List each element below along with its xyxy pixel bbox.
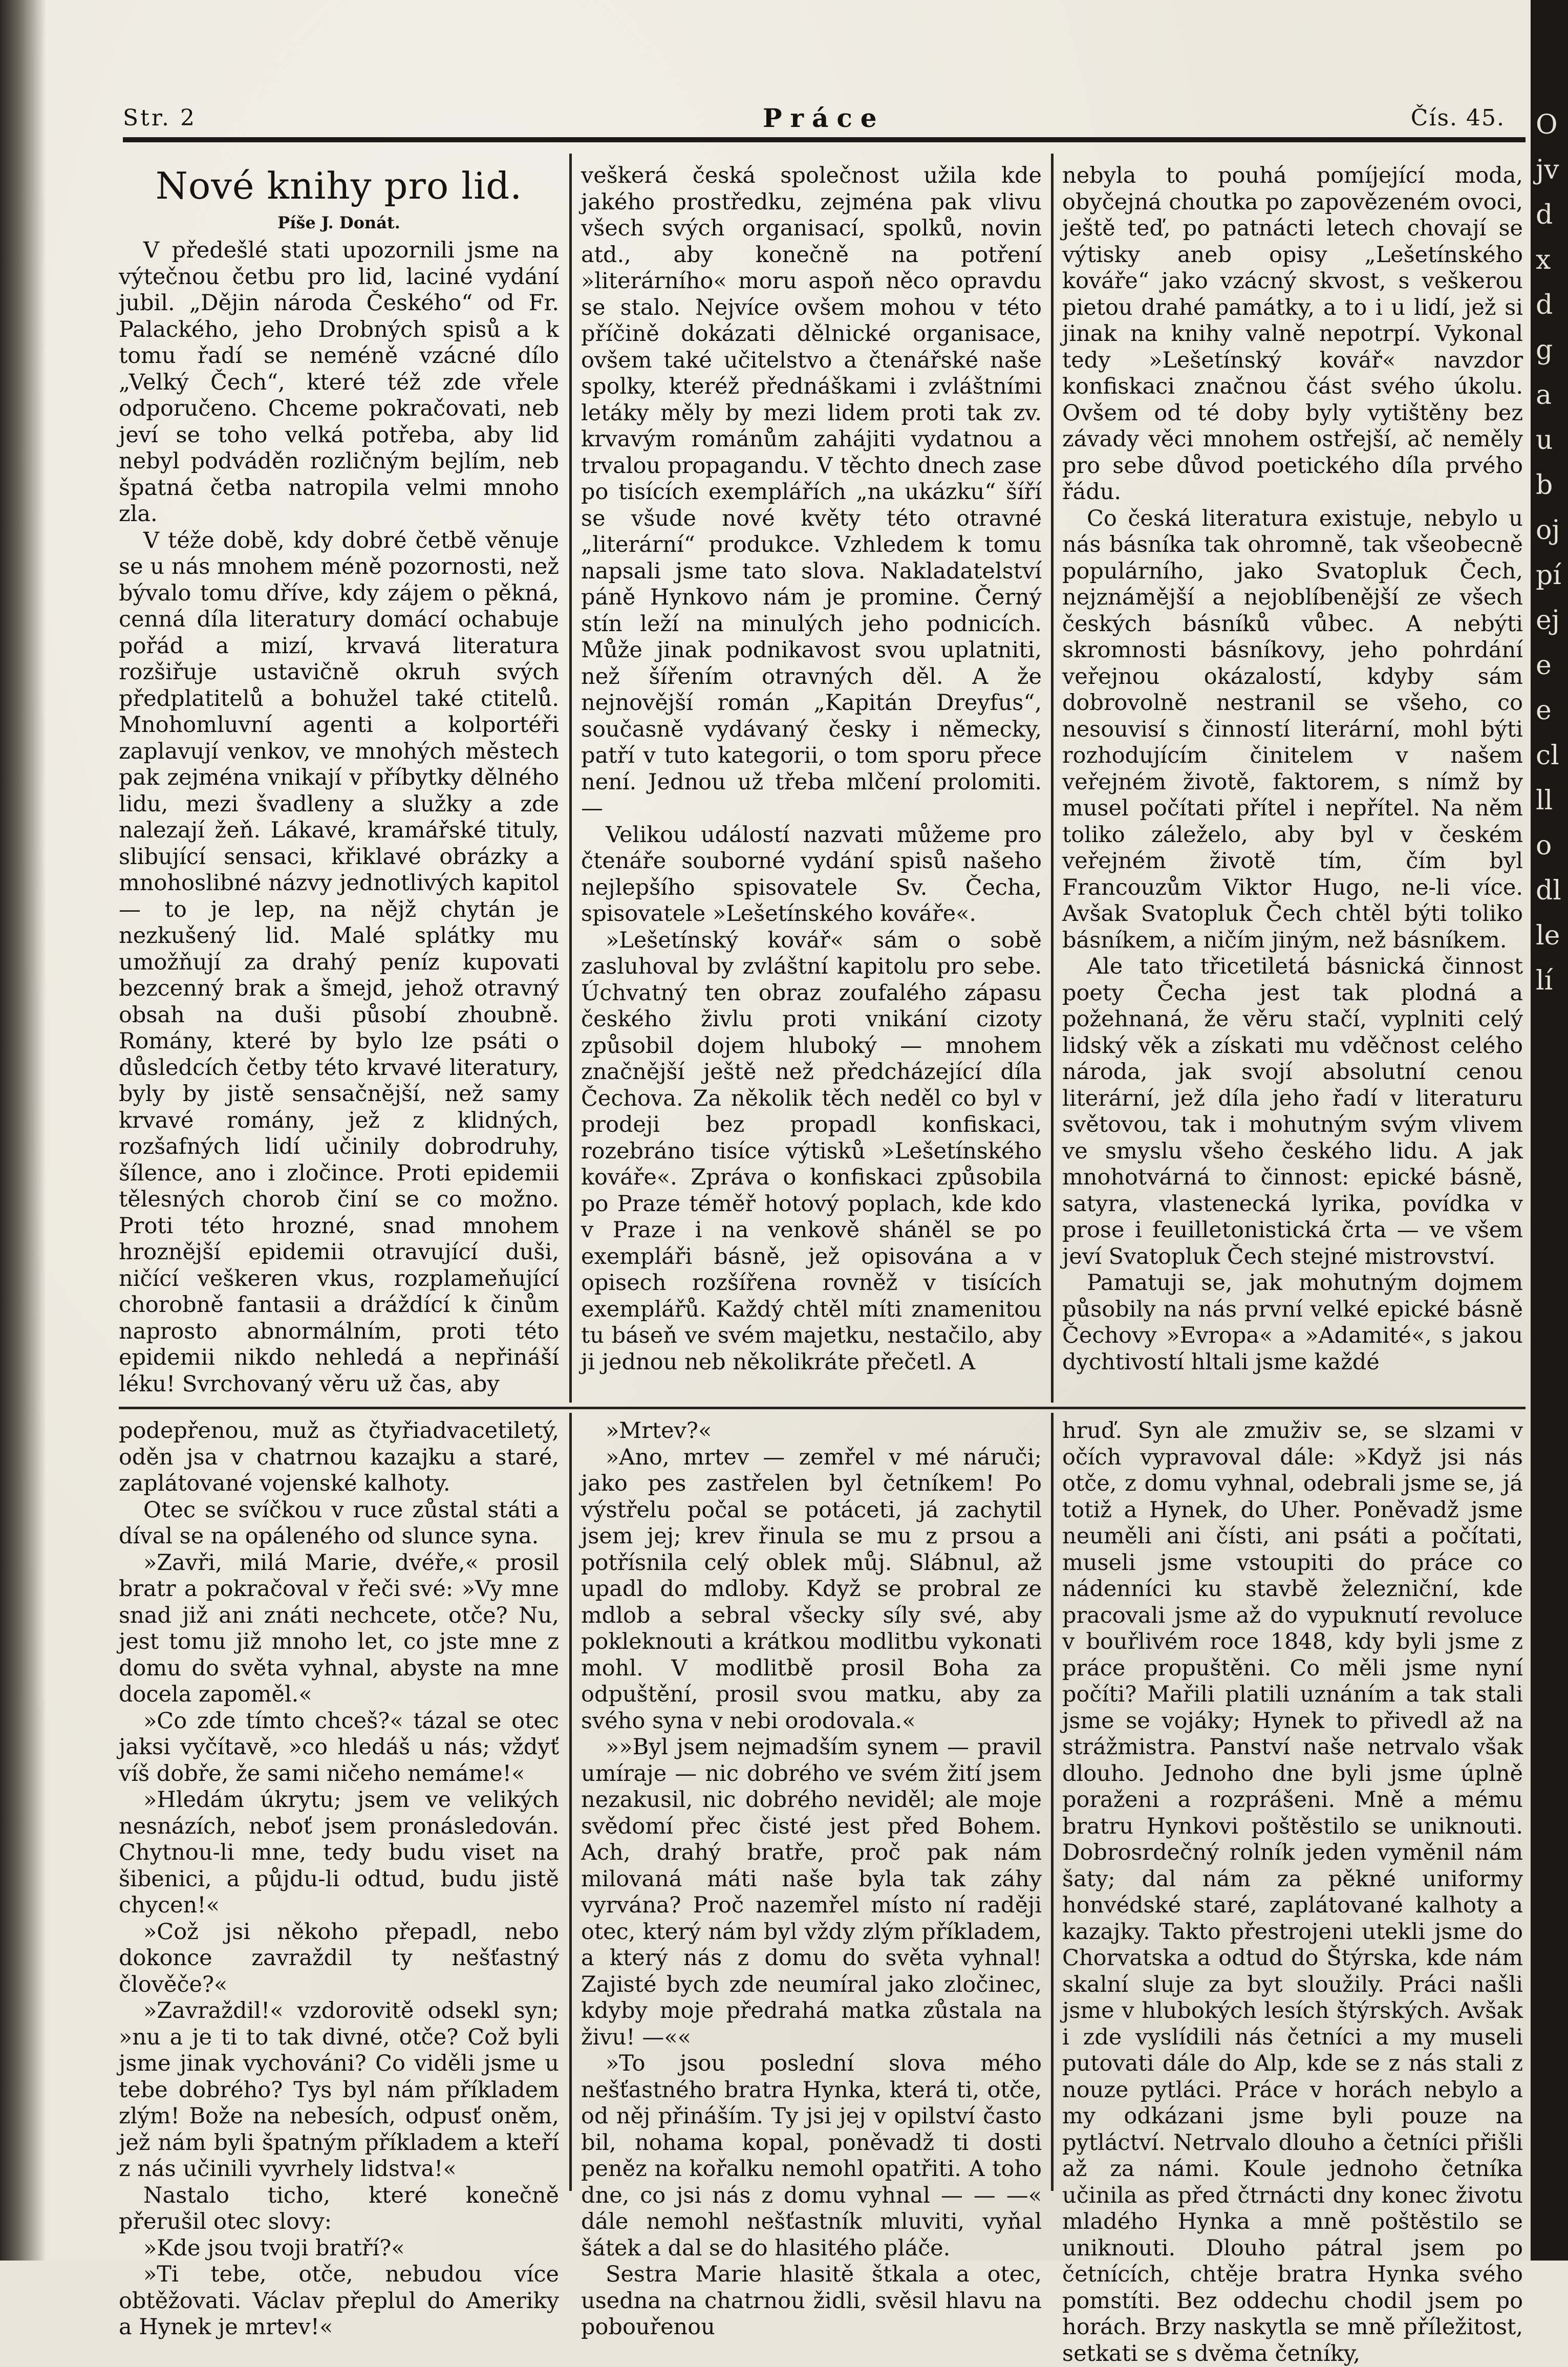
newspaper-title: Práce bbox=[763, 103, 885, 133]
article-paragraph: veškerá česká společnost užila kde jakého prostředku, zejména pak vlivu všech svých organisací, spolků, novin atd., aby konečně na potření »literárního« moru aspoň něco opravdu se stalo. Nejvíce ovšem mohou v této příčině dokázati dělnické organisace, ovšem také učitelstvo a čtenářské naše spolky, kteréž přednáškami i zvláštními letáky měly by mezi lidem proti tak zv. krvavým románům zahájiti vydatnou a trvalou propagandu. V těchto dnech zase po tisících exemplářích „na ukázku“ šíří se všude nové květy této otravné „literární“ produkce. Vzhledem k tomu napsali jsme tato slova. Nakladatelství páně Hynkovo nám je promine. Černý stín leží na minulých jeho podnicích. Může jinak podnikavost svou uplatniti, než šířením otravných děl. A že nejnovější román „Kapitán Dreyfus“, současně vydávaný česky i německy, patří v tuto kategorii, o tom sporu přece není. Jednou už třeba mlčení prolomiti. — bbox=[581, 163, 1042, 821]
page-header bbox=[123, 105, 1526, 141]
story-paragraph: »Ano, mrtev — zemřel v mé náruči; jako pes zastřelen byl četníkem! Po výstřelu počal se potáceti, já zachytil jsem jej; krev řinula se mu z prsou a potřísnila celý oblek můj. Slábnul, až upadl do mdloby. Když se probral ze mdlob a sebral všecky síly své, aby pokleknouti a krátkou modlitbu vykonati mohl. V modlitbě prosil Boha za odpuštění, prosil svou matku, aby za svého syna v nebi orodovala.« bbox=[581, 1444, 1042, 1734]
column-divider bbox=[1051, 1413, 1054, 2191]
feuilleton-column-3 bbox=[1062, 1418, 1523, 2367]
column-divider bbox=[569, 1413, 572, 2191]
feuilleton-column-1 bbox=[119, 1418, 559, 2341]
story-paragraph: »To jsou poslední slova mého nešťastného bratra Hynka, která ti, otče, od něj přináším. Ty jsi jej v opilství často bil, nohama kopal, poněvadž ti dosti peněz na kořalku nemohl opatřiti. A toho dne, co jsi nás z domu vyhnal — — —« dále nemohl nešťastník mluviti, vyňal šátek a dal se do hlasitého pláče. bbox=[581, 2051, 1042, 2261]
feuilleton-column-2 bbox=[581, 1418, 1042, 2341]
story-paragraph: hruď. Syn ale zmuživ se, se slzami v očích vypravoval dále: »Když jsi nás otče, z domu vyhnal, odebrali jsme se, já totiž a Hynek, do Uher. Poněvadž jsme neuměli ani čísti, ani psáti a počítati, museli jsme vstoupiti do práce co nádenníci ku stavbě železniční, kde pracovali jsme až do vypuknutí revoluce v bouřlivém roce 1848, kdy byli jsme z práce propuštěni. Co měli jsme nyní počíti? Mařili platili uznáním a tak stali jsme se vojáky; Hynek to přivedl až na strážmistra. Panství naše netrvalo však dlouho. Jednoho dne byli jsme úplně poraženi a rozprášeni. Mně a mému bratru Hynkovi poštěstilo se uniknouti. Dobrosrdečný rolník jeden vyměnil nám šaty; dal nám za pěkné uniformy honvédské staré, zaplátované kalhoty a kazajky. Takto přestrojeni utekli jsme do Chorvatska a odtud do Štýrska, kde nám skalní sluje za byt sloužily. Práci našli jsme v hlubokých lesích štýrských. Avšak i zde vyslídili nás četníci a my museli putovati dále do Alp, kde se z nás stali z nouze pytláci. Práce v horách nebylo a my odkázani jsme byli pouze na pytláctví. Netrvalo dlouho a četníci přišli až za námi. Koule jednoho četníka učinila as před čtrnácti dny konec životu mladého Hynka a mně poštěstilo se uniknouti. Dlouho pátral jsem po četnících, chtěje bratra Hynka svého pomstíti. Bez oddechu chodil jsem po horách. Brzy naskytla se mně příležitost, setkati se s dvěma četníky, bbox=[1062, 1418, 1523, 2366]
article-column-1 bbox=[119, 163, 559, 1397]
article-paragraph: Co česká literatura existuje, nebylo u nás básníka tak ohromně, tak všeobecně populárního, jako Svatopluk Čech, nejznámější a nejoblíbenější ze všech českých básníků vůbec. A nebýti skromnosti básníkovy, jeho pohrdání veřejnou okázalostí, kdyby sám dobrovolně nestranil se všeho, co nesouvisí s činností literární, mohl býti rozhodujícím činitelem v našem veřejném životě, faktorem, s nímž by musel počítati přítel i nepřítel. Na něm toliko záleželo, aby byl v českém veřejném životě tím, čím byl Francouzům Viktor Hugo, ne-li více. Avšak Svatopluk Čech chtěl býti toliko básníkem, a ničím jiným, než básníkem. bbox=[1062, 505, 1523, 953]
issue-number: Čís. 45. bbox=[1410, 105, 1505, 131]
story-paragraph: »Mrtev?« bbox=[606, 1418, 712, 1444]
story-paragraph: »»Byl jsem nejmadším synem — pravil umíraje — nic dobrého ve svém žití jsem nezakusil, nic dobrého neviděl; ale moje svědomí přec čisté jest před Bohem. Ach, drahý bratře, proč pak nám milovaná máti naše byla tak záhy vyrvána? Proč nazemřel místo ní raději otec, který nám byl vždy zlým příkladem, a který nás z domu do světa vyhnal! Zajisté bych zde neumíral jako zločinec, kdyby moje předrahá matka zůstala na živu! —«« bbox=[581, 1734, 1042, 2050]
header-rule bbox=[123, 137, 1526, 142]
story-paragraph: »Což jsi někoho přepadl, nebo dokonce zavraždil ty nešťastný člověče?« bbox=[119, 1919, 559, 1997]
feuilleton-rule bbox=[119, 1407, 1526, 1409]
article-paragraph: Pamatuji se, jak mohutným dojmem působily na nás první velké epické básně Čechovy »Evropa« a »Adamité«, s jakou dychtivostí hltali jsme každé bbox=[1062, 1270, 1523, 1375]
scan-left-shadow bbox=[0, 0, 46, 2261]
column-divider bbox=[1051, 154, 1054, 1403]
story-paragraph: »Ti tebe, otče, nebudou více obtěžovati. Václav přeplul do Ameriky a Hynek je mrtev!« bbox=[119, 2262, 559, 2340]
story-paragraph: »Zavři, milá Marie, dvéře,« prosil bratr a pokračoval v řeči své: »Vy mne snad již ani znáti nechcete, otče? Nu, jest tomu již mnoho let, co jste mne z domu do světa vyhnal, abyste na mne docela zapoměl.« bbox=[119, 1550, 559, 1707]
article-title: Nové knihy pro lid. bbox=[155, 164, 523, 207]
story-paragraph: »Hledám úkrytu; jsem ve velikých nesnázích, neboť jsem pronásledován. Chytnou-li mne, tedy budu viset na šibenici, a půjdu-li odtud, budu jistě chycen!« bbox=[119, 1787, 559, 1918]
story-paragraph: »Zavraždil!« vzdorovitě odsekl syn; »nu a je ti to tak divné, otče? Což byli jsme jinak vychováni? Co viděli jsme u tebe dobrého? Tys byl nám příkladem zlým! Bože na nebesích, odpusť oněm, jež nám byli špatným příkladem a kteří z nás učinili vyvrhely lidstva!« bbox=[119, 1998, 559, 2182]
adjacent-page-edge bbox=[1531, 0, 1568, 2261]
page-number: Str. 2 bbox=[123, 105, 197, 131]
article-paragraph: Velikou událostí nazvati můžeme pro čtenáře souborné vydání spisů našeho nejlepšího spisovatele Sv. Čecha, spisovatele »Lešetínského kováře«. bbox=[581, 822, 1042, 927]
article-paragraph: »Lešetínský kovář« sám o sobě zasluhoval by zvláštní kapitolu pro sebe. Úchvatný ten obraz zoufalého zápasu českého živlu proti vnikání cizoty způsobil dojem hluboký — mnohem značnější ještě než předcházející díla Čechova. Za několik těch neděl co byl v prodeji bez propadl konfiskaci, rozebráno tisíce výtisků »Lešetínského kováře«. Zpráva o konfiskaci způsobila po Praze téměř hotový poplach, kde kdo v Praze i na venkově sháněl se po exempláři básně, jež opisována a v opisech rozšířena rovněž v tisících exemplářů. Každý chtěl míti znamenitou tu báseň ve svém majetku, nestačilo, aby ji jednou neb několikráte přečetl. A bbox=[581, 927, 1042, 1375]
adjacent-page-text: Ojvdxdgaubojpíejeeclllodllelí bbox=[1536, 110, 1561, 996]
story-paragraph: Otec se svíčkou v ruce zůstal státi a díval se na opáleného od slunce syna. bbox=[119, 1497, 559, 1549]
story-paragraph: »Co zde tímto chceš?« tázal se otec jaksi vyčítavě, »co hledáš u nás; vždyť víš dobře, že sami ničeho nemáme!« bbox=[119, 1708, 559, 1787]
article-column-2 bbox=[581, 163, 1042, 1375]
article-column-3 bbox=[1062, 163, 1523, 1375]
article-paragraph: nebyla to pouhá pomíjející moda, obyčejná choutka po zapovězeném ovoci, ještě teď, po patnácti letech chovají se výtisky aneb opisy „Lešetínského kováře“ jako vzácný skvost, s veškerou pietou drahé památky, a to i u lidí, jež si jinak na knihy valně nepotrpí. Vykonal tedy »Lešetínský kovář« navzdor konfiskaci značnou část svého úkolu. Ovšem od té doby byly vytištěny bez závady věci mnohem ostřejší, ač neměly pro sebe důvod poetického díla prvého řádu. bbox=[1062, 163, 1523, 505]
story-paragraph: Sestra Marie hlasitě štkala a otec, usedna na chatrnou židli, svěsil hlavu na pobouřenou bbox=[581, 2262, 1042, 2340]
story-paragraph: »Kde jsou tvoji bratří?« bbox=[143, 2235, 405, 2261]
story-paragraph: Nastalo ticho, které konečně přerušil otec slovy: bbox=[119, 2182, 559, 2234]
article-paragraph: Ale tato třicetiletá básnická činnost poety Čecha jest tak plodná a požehnaná, že věru stačí, vyplniti celý lidský věk a získati mu vděčnost celého národa, jak svojí absolutní cenou literární, jež díla jeho řadí v literaturu světovou, tak i mohutným svým vlivem ve smyslu všeho českého lidu. A jak mnohotvárná to činnost: epické básně, satyra, vlastenecká lyrika, povídka v prose i feuilletonistická črta — ve všem jeví Svatopluk Čech stejné mistrovství. bbox=[1062, 954, 1523, 1269]
column-divider bbox=[569, 154, 572, 1403]
article-byline: Píše J. Donát. bbox=[277, 213, 400, 232]
story-paragraph: podepřenou, muž as čtyřiadvacetiletý, oděn jsa v chatrnou kazajku a staré, zaplátované vojenské kalhoty. bbox=[119, 1418, 559, 1496]
article-paragraph: V téže době, kdy dobré četbě věnuje se u nás mnohem méně pozornosti, než bývalo tomu dříve, kdy zájem o pěkná, cenná díla literatury domácí ochabuje pořád a mizí, krvavá literatura rozšiřuje ustavičně okruh svých předplatitelů a bohužel také ctitelů. Mnohomluvní agenti a kolportéři zaplavují venkov, ve mnohých městech pak zejména vnikají v příbytky dělného lidu, mezi švadleny a služky a zde nalezají žeň. Lákavé, kramářské tituly, slibující sensaci, křiklavé obrázky a mnohoslibné názvy jednotlivých kapitol — to je lep, na nějž chytán je nezkušený lid. Malé splátky mu umožňují za drahý peníz kupovati bezcenný brak a šmejd, jehož otravný obsah na duši působí zhoubně. Romány, které by bylo lze psáti o důsledcích četby této krvavé literatury, byly by jistě sensačnější, než samy krvavé romány, jež z klidných, rozšafných lidí učinily dobrodruhy, šílence, ano i zločince. Proti epidemii tělesných chorob činí se co možno. Proti této hrozné, snad mnohem hroznější epidemii otravující duši, ničící veškeren vkus, rozplameňující chorobně fantasii a dráždící k činům naprosto abnormálním, proti této epidemii nikdo nehledá a nepřináší léku! Svrchovaný věru už čas, aby bbox=[119, 527, 559, 1397]
article-paragraph: V předešlé stati upozornili jsme na výtečnou četbu pro lid, laciné vydání jubil. „Dějin národa Českého“ od Fr. Palackého, jeho Drobných spisů a k tomu řadí se neméně vzácné dílo „Velký Čech“, které též zde vřele odporučeno. Chceme pokračovati, neb jeví se toho velká potřeba, aby lid nebyl podváděn rozličným bejlím, neb špatná četba natropila velmi mnoho zla. bbox=[119, 238, 559, 527]
